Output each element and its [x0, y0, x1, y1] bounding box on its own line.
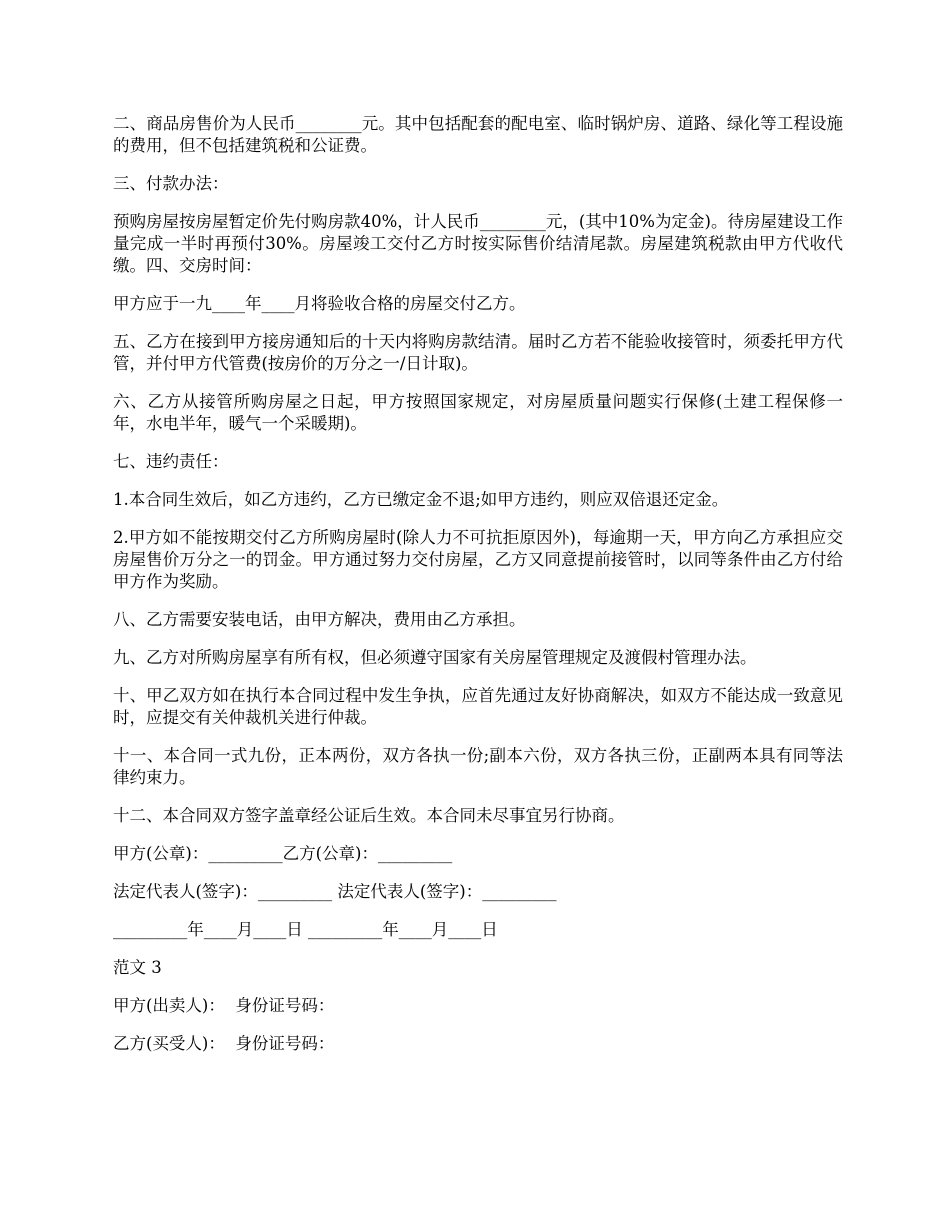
clause-7-item-1: 1.本合同生效后，如乙方违约，乙方已缴定金不退;如甲方违约，则应双倍退还定金。 — [113, 490, 729, 509]
clause-9: 九、乙方对所购房屋享有所有权，但必须遵守国家有关房屋管理规定及渡假村管理办法。 — [113, 648, 757, 667]
clause-12: 十二、本合同双方签字盖章经公证后生效。本合同未尽事宜另行协商。 — [113, 806, 625, 825]
signature-seal-line: 甲方(公章)：_________乙方(公章)：_________ — [113, 844, 453, 863]
sample-3-heading: 范文 3 — [113, 958, 162, 977]
clause-7-heading: 七、违约责任： — [113, 452, 229, 471]
clause-11: 十一、本合同一式九份，正本两份，双方各执一份;副本六份，双方各执三份，正副两本具有同等法律约束力。 — [113, 746, 843, 787]
party-b-buyer-line: 乙方(买受人)： 身份证号码： — [113, 1034, 335, 1053]
clause-7-item-2: 2.甲方如不能按期交付乙方所购房屋时(除人力不可抗拒原因外)，每逾期一天，甲方向乙方承担应交房屋售价万分之一的罚金。甲方通过努力交付房屋，乙方又同意提前接管时，以同等条件由乙方付给甲方作为奖励。 — [113, 528, 843, 591]
clause-6: 六、乙方从接管所购房屋之日起，甲方按照国家规定，对房屋质量问题实行保修(土建工程保修一年，水电半年，暖气一个采暖期)。 — [113, 392, 843, 433]
clause-2-price: 二、商品房售价为人民币________元。其中包括配套的配电室、临时锅炉房、道路、绿化等工程设施的费用，但不包括建筑税和公证费。 — [113, 114, 843, 155]
clause-8: 八、乙方需要安装电话，由甲方解决，费用由乙方承担。 — [113, 610, 526, 629]
clause-4-delivery-date: 甲方应于一九____年____月将验收合格的房屋交付乙方。 — [113, 294, 526, 313]
clause-3-heading: 三、付款办法： — [113, 174, 229, 193]
signature-representative-line: 法定代表人(签字)：_________ 法定代表人(签字)：_________ — [113, 882, 557, 901]
clause-3-payment: 预购房屋按房屋暂定价先付购房款40%，计人民币________元，(其中10%为定金)。待房屋建设工作量完成一半时再预付30%。房屋竣工交付乙方时按实际售价结清尾款。房屋建筑税款由甲方代收代缴。四、交房时间： — [113, 212, 843, 275]
clause-5: 五、乙方在接到甲方接房通知后的十天内将购房款结清。届时乙方若不能验收接管时，须委托甲方代管，并付甲方代管费(按房价的万分之一/日计取)。 — [113, 332, 843, 373]
signature-date-line: _________年____月____日 _________年____月____日 — [113, 920, 498, 939]
document-page — [113, 113, 843, 1071]
party-a-seller-line: 甲方(出卖人)： 身份证号码： — [113, 996, 335, 1015]
clause-10: 十、甲乙双方如在执行本合同过程中发生争执，应首先通过友好协商解决，如双方不能达成一致意见时，应提交有关仲裁机关进行仲裁。 — [113, 686, 843, 727]
